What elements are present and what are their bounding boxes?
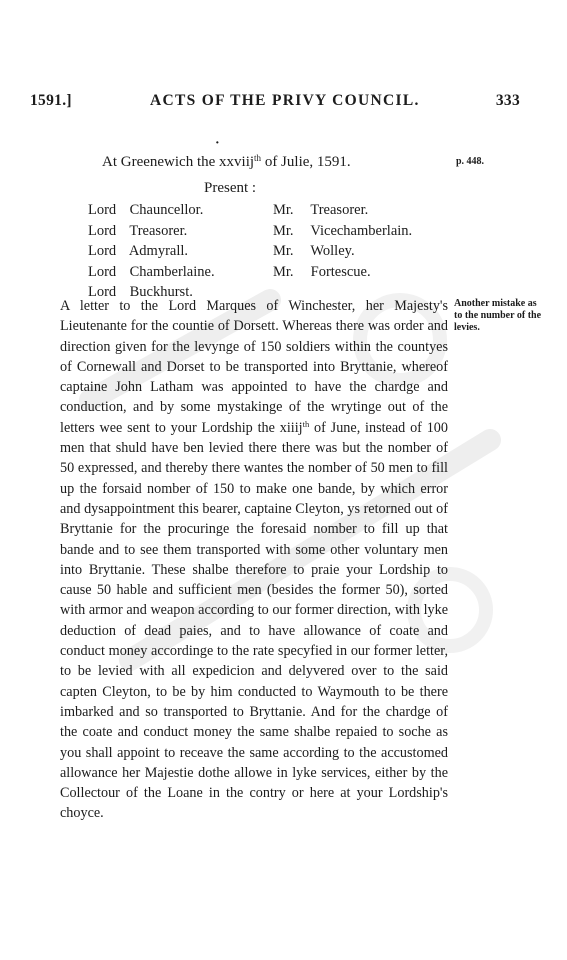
running-head <box>30 92 520 114</box>
meeting-prefix: At Greenewich the xxviij <box>102 154 255 170</box>
meeting-suffix: of Julie, 1591. <box>261 154 351 170</box>
attendee-role: Lord <box>88 243 117 259</box>
letter-part-2: of June, instead of 100 men that shuld have ben levied there there was but the nomber of 50 expressed, and thereby there wantes the nomber of 50 men to fill up the forsaid nomber of 150 to make one bande, by which error and dysappointment this bearer, captaine Cleyton, ys retorned out of Bryttanie for the procuringe the foresaid nomber to fill up that bande and to see them transported with some other voluntary men into Bryttanie. These shalbe therefore to praie your Lordship to cause 50 hable and sufficient men (besides the former 50), sorted with armor and weapon according to our former direction, with lyke deduction of dead paies, and to have allowance of coate and conduct money accordinge to the rate specyfied in our former letter, to be levied with all expedicion and delyvered over to the said capten Cleyton, to be by him conducted to Waymouth to be there imbarked and so transported to Bryttanie. And for the chardge of the coate and conduct money the same shalbe repaied to soche as you shall appoint to receave the same according to the accustomed allowance her Majestie dothe allowe in lyke services, either by the Collectour of the Loane in the contry or here at your Lordship's choyce. <box>60 419 448 822</box>
letter-part-1: A letter to the Lord Marques of Winchester, her Majesty's Lieutenante for the countie of Dorsett. Whereas there was order and direction given for the levynge of 150 soldiers within the countyes of Cornewall and Dorset to be transported into Bryttanie, whereof captaine John Latham was appointed to have the chardge and conduction, and by some mystakinge of the wrytinge out of the letters wee sent to your Lordship the xiiij <box>60 298 448 436</box>
marginal-note: Another mistake as to the number of the levies. <box>454 298 542 333</box>
header-title: ACTS OF THE PRIVY COUNCIL. <box>150 92 420 109</box>
attendee-name: Chauncellor. <box>129 202 204 218</box>
attendee-role: Lord <box>88 284 117 300</box>
attendee-name: Treasorer. <box>310 202 369 218</box>
attendee-role: Lord <box>88 202 117 218</box>
attendee-role: Mr. <box>273 222 294 239</box>
attendee <box>88 262 215 283</box>
page-reference: p. 448. <box>456 156 485 167</box>
attendees-right <box>273 200 412 282</box>
attendee <box>273 200 412 221</box>
attendee <box>273 241 412 262</box>
attendee-name: Vicechamberlain. <box>310 222 413 239</box>
attendee <box>88 221 215 242</box>
page-number: 333 <box>495 92 520 109</box>
letter-paragraph <box>60 296 448 824</box>
attendee <box>88 241 215 262</box>
attendee-name: Admyrall. <box>128 243 189 259</box>
meeting-heading <box>102 153 351 171</box>
attendee <box>273 262 412 283</box>
attendee-role: Mr. <box>273 243 294 259</box>
attendee-role: Mr. <box>273 202 294 218</box>
attendee-role: Mr. <box>273 263 294 280</box>
attendee-name: Buckhurst. <box>129 284 193 300</box>
attendee <box>88 200 215 221</box>
attendee-role: Lord <box>88 222 117 239</box>
header-year: 1591.] <box>30 92 72 109</box>
present-label: Present : <box>204 180 257 196</box>
attendee-name: Fortescue. <box>310 263 371 280</box>
attendee-name: Chamberlaine. <box>129 263 215 280</box>
letter-sup: th <box>302 418 310 429</box>
attendees-left <box>88 200 215 303</box>
meeting-sup: th <box>254 153 262 163</box>
attendee-name: Wolley. <box>310 243 355 259</box>
ornament-dot: · <box>215 136 220 151</box>
attendee-role: Lord <box>88 263 117 280</box>
attendee-name: Treasorer. <box>129 222 188 239</box>
attendee <box>273 221 412 242</box>
